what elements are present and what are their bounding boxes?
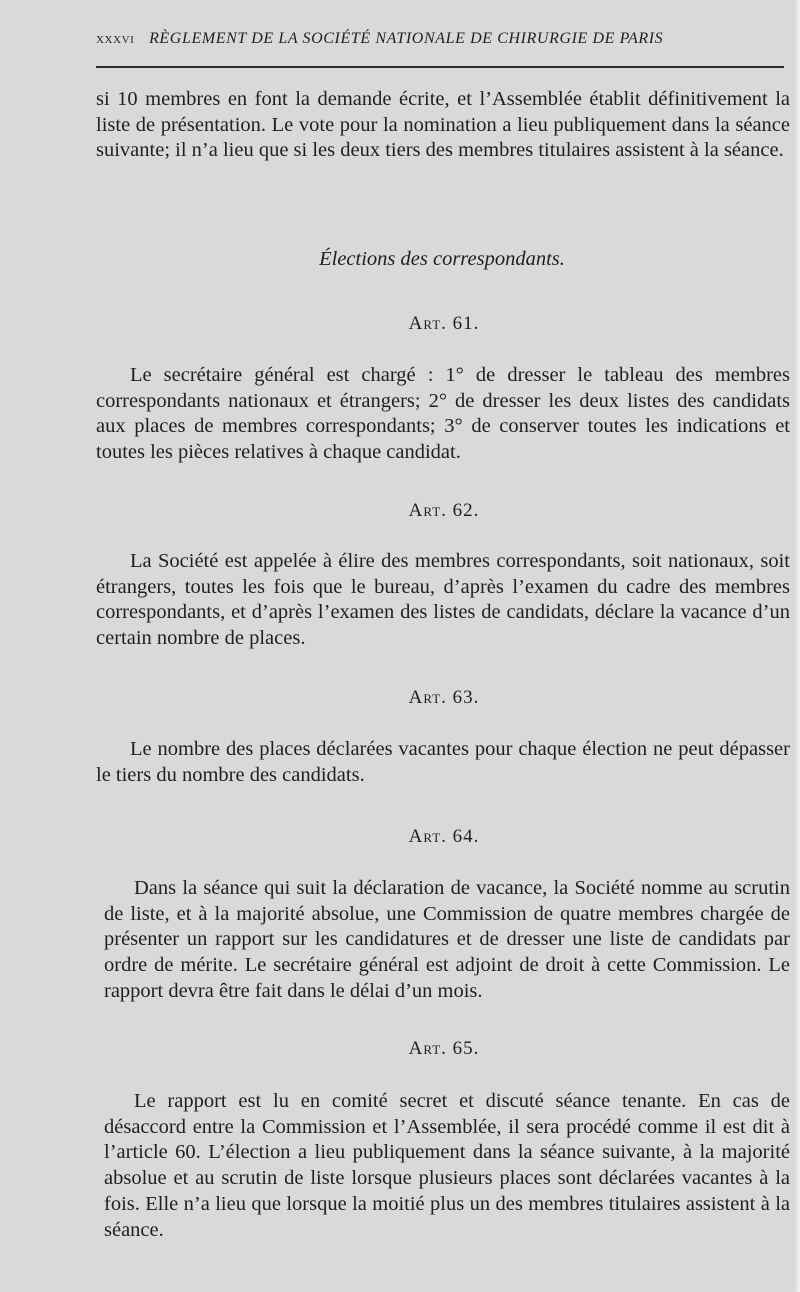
article-63-text: Le nombre des places déclarées vacantes pour chaque élection ne peut dépasser le tiers du nombre des candidats. [96,738,790,786]
page-edge-shadow [794,0,800,1292]
article-64-text: Dans la séance qui suit la déclaration de vacance, la Société nomme au scrutin de liste, et à la majorité absolue, une Commission de quatre membres chargée de présenter un rapport sur les candidatures et de dresser une liste de candidats par ordre de mérite. Le secrétaire général est adjoint de droit à cette Commission. Le rapport devra être fait dans le délai d’un mois. [104,877,790,1002]
article-61-text: Le secrétaire général est chargé : 1° de dresser le tableau des membres correspondants nationaux et étrangers; 2° de dresser les deux listes des candidats aux places de membres correspondants; 3° de conserver toutes les indications et toutes les pièces relatives à chaque candidat. [96,364,790,464]
running-title: RÈGLEMENT DE LA SOCIÉTÉ NATIONALE DE CHIRURGIE DE PARIS [149,30,664,47]
article-65-text: Le rapport est lu en comité secret et discuté séance tenante. En cas de désaccord entre la Commission et l’Assemblée, il sera procédé comme il est dit à l’article 60. L’élection a lieu publiquement dans la séance suivante, à la majorité absolue et au scrutin de liste lorsque plusieurs places sont déclarées vacantes à la fois. Elle n’a lieu que lorsque la moitié plus un des membres titulaires assistent à la séance. [104,1090,790,1241]
article-62-text: La Société est appelée à élire des membres correspondants, soit nationaux, soit étrangers, toutes les fois que le bureau, d’après l’examen du cadre des membres correspondants, et d’après l’examen des listes de candidats, déclare la vacance d’un certain nombre de places. [96,550,790,650]
article-65-heading: Art. 65. [408,1038,480,1059]
page-number: xxxvi [96,30,135,47]
intro-paragraph: si 10 membres en font la demande écrite, et l’Assemblée établit définitivement la liste de présentation. Le vote pour la nomination a lieu publiquement dans la séance suivante; il n’a lieu que si les deux tiers des membres titulaires assistent à la séance. [96,88,790,162]
header-rule [96,66,784,68]
article-64-heading: Art. 64. [408,826,480,847]
section-title: Élections des correspondants. [319,248,565,270]
article-61-heading: Art. 61. [408,313,480,334]
article-62-heading: Art. 62. [408,500,480,521]
running-header [96,30,746,48]
article-63-heading: Art. 63. [408,687,480,708]
